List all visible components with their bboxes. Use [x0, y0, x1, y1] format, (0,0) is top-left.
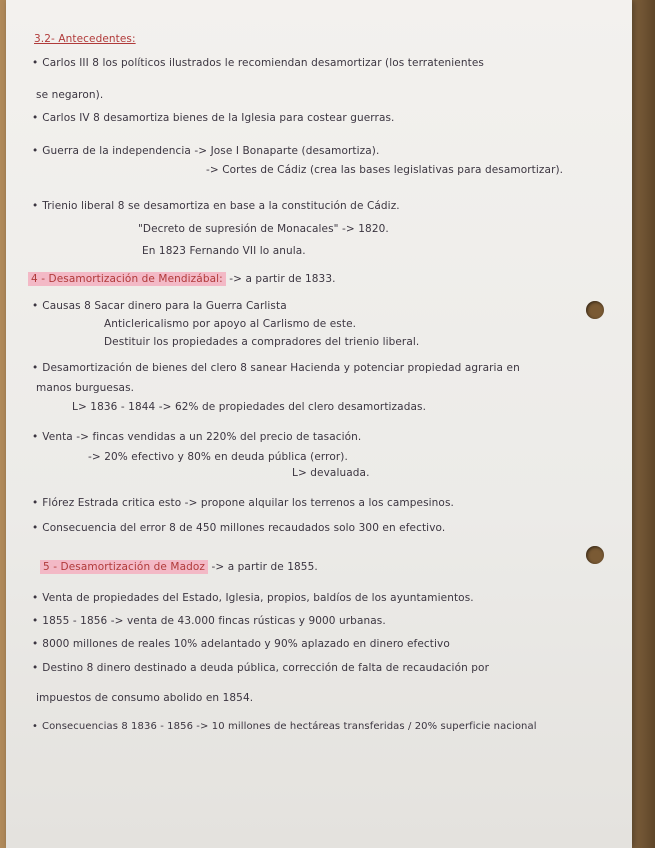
note-line: En 1823 Fernando VII lo anula.	[142, 245, 306, 257]
punch-hole	[586, 301, 604, 319]
notebook-page	[6, 0, 632, 848]
section-3-2-title: 3.2- Antecedentes:	[34, 33, 136, 45]
section-5-title-suffix: -> a partir de 1855.	[211, 561, 318, 573]
note-line: • Venta -> fincas vendidas a un 220% del precio de tasación.	[32, 431, 361, 443]
note-line: Anticlericalismo por apoyo al Carlismo de este.	[104, 318, 357, 330]
note-line: -> Cortes de Cádiz (crea las bases legislativas para desamortizar).	[206, 164, 564, 176]
note-line: L> devaluada.	[292, 467, 370, 479]
note-line: Destituir los propiedades a compradores del trienio liberal.	[104, 336, 420, 348]
note-line: • Carlos IV 8 desamortiza bienes de la Iglesia para costear guerras.	[32, 112, 395, 124]
note-line: • Trienio liberal 8 se desamortiza en base a la constitución de Cádiz.	[32, 200, 400, 212]
note-line: • Consecuencias 8 1836 - 1856 -> 10 millones de hectáreas transferidas / 20% superficie nacional	[32, 721, 537, 732]
note-line: • Carlos III 8 los políticos ilustrados le recomiendan desamortizar (los terratenientes	[32, 57, 484, 69]
note-line: • Guerra de la independencia -> Jose I Bonaparte (desamortiza).	[32, 145, 379, 157]
section-4-title-suffix: -> a partir de 1833.	[229, 273, 336, 285]
punch-hole	[586, 546, 604, 564]
note-line: impuestos de consumo abolido en 1854.	[36, 692, 254, 704]
note-line: "Decreto de supresión de Monacales" -> 1820.	[138, 223, 389, 235]
note-line: • Venta de propiedades del Estado, Iglesia, propios, baldíos de los ayuntamientos.	[32, 592, 474, 604]
note-line: • Causas 8 Sacar dinero para la Guerra Carlista	[32, 300, 287, 312]
section-5-title: 5 - Desamortización de Madoz	[40, 560, 208, 574]
section-5-heading	[40, 561, 318, 573]
note-line: • 1855 - 1856 -> venta de 43.000 fincas rústicas y 9000 urbanas.	[32, 615, 386, 627]
note-line: • Flórez Estrada critica esto -> propone alquilar los terrenos a los campesinos.	[32, 497, 454, 509]
note-line: • Destino 8 dinero destinado a deuda pública, corrección de falta de recaudación por	[32, 662, 489, 674]
note-line: se negaron).	[36, 89, 104, 101]
section-4-heading	[28, 273, 336, 285]
note-line: • Consecuencia del error 8 de 450 millones recaudados solo 300 en efectivo.	[32, 522, 445, 534]
note-line: -> 20% efectivo y 80% en deuda pública (error).	[88, 451, 348, 463]
note-line: • Desamortización de bienes del clero 8 sanear Hacienda y potenciar propiedad agraria en	[32, 362, 520, 374]
note-line: L> 1836 - 1844 -> 62% de propiedades del clero desamortizadas.	[72, 401, 427, 413]
note-line: • 8000 millones de reales 10% adelantado y 90% aplazado en dinero efectivo	[32, 638, 450, 650]
note-line: manos burguesas.	[36, 382, 135, 394]
section-4-title: 4 - Desamortización de Mendizábal:	[28, 272, 226, 286]
